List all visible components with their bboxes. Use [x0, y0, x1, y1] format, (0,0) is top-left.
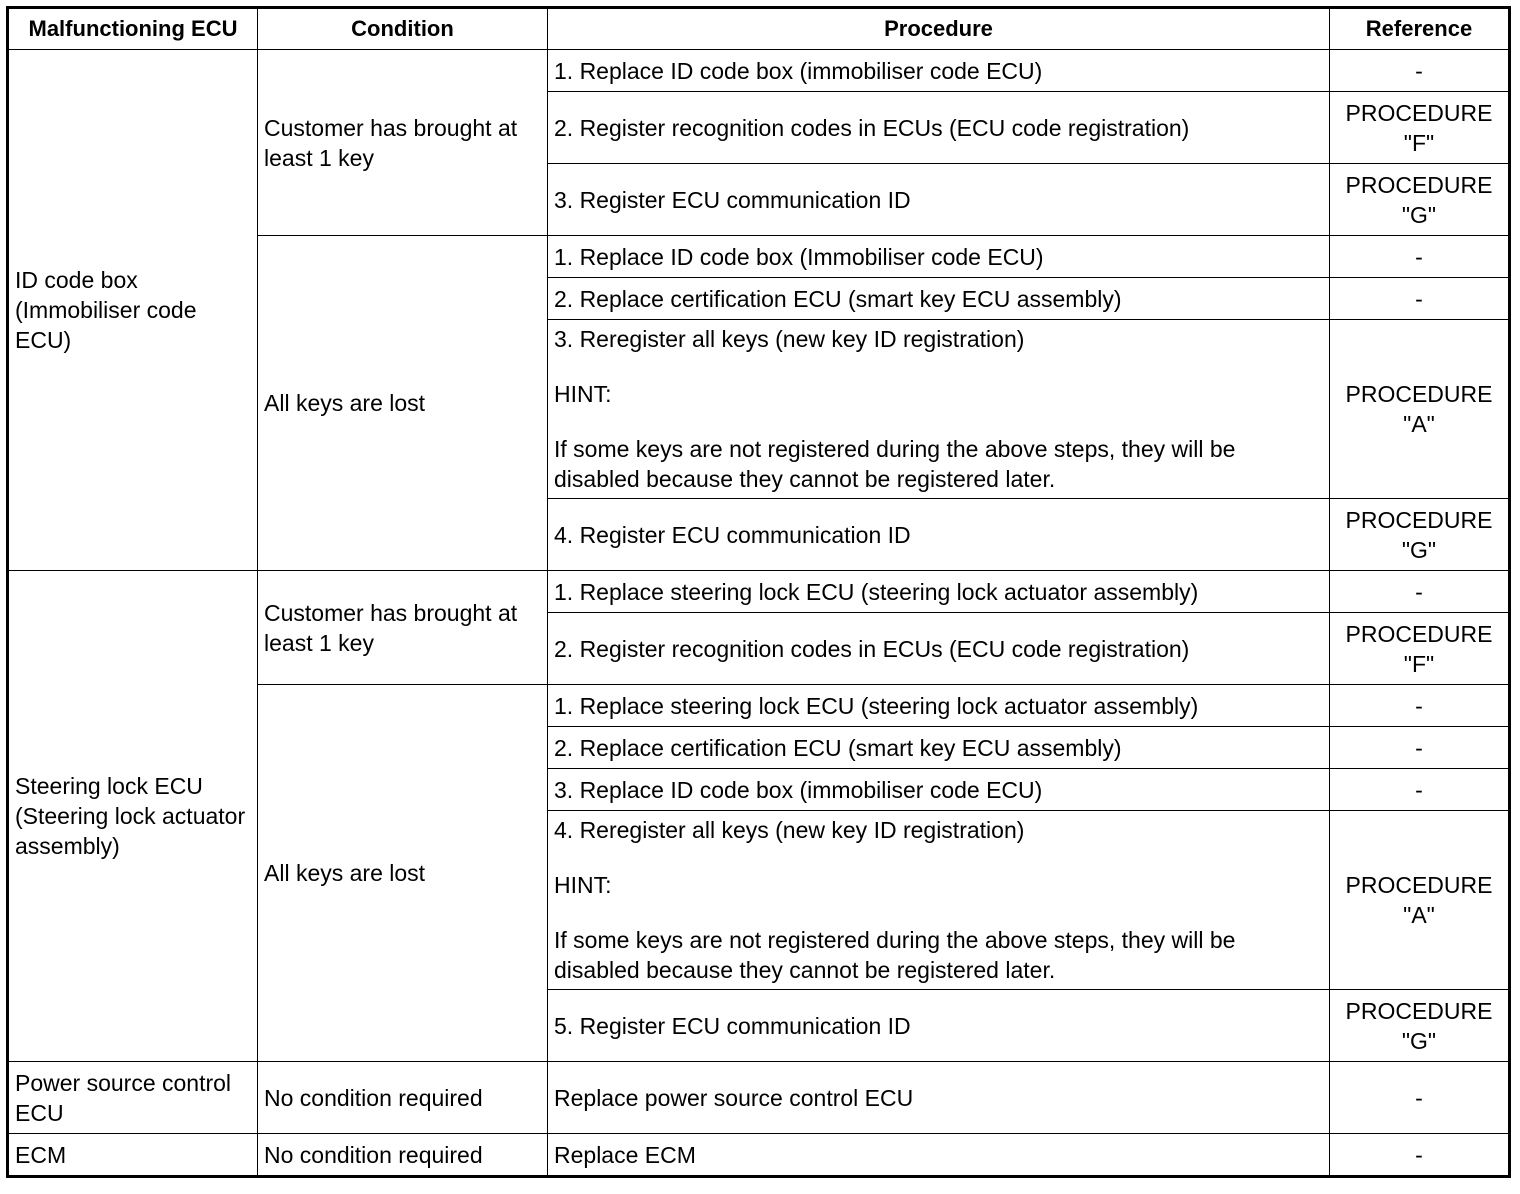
procedure-cell: 2. Register recognition codes in ECUs (ECU code registration) — [548, 613, 1330, 685]
condition-cell: No condition required — [258, 1062, 548, 1134]
condition-cell: No condition required — [258, 1134, 548, 1177]
procedure-cell: 2. Replace certification ECU (smart key ECU assembly) — [548, 278, 1330, 320]
header-reference: Reference — [1330, 8, 1510, 50]
reference-cell: - — [1330, 727, 1510, 769]
reference-cell: - — [1330, 278, 1510, 320]
procedure-cell: 1. Replace ID code box (immobiliser code ECU) — [548, 50, 1330, 92]
header-condition: Condition — [258, 8, 548, 50]
reference-cell: PROCEDURE "A" — [1330, 811, 1510, 990]
procedure-cell: 1. Replace steering lock ECU (steering lock actuator assembly) — [548, 685, 1330, 727]
reference-cell: PROCEDURE "F" — [1330, 613, 1510, 685]
procedure-step-text: 4. Reregister all keys (new key ID registration) — [554, 817, 1025, 843]
procedure-cell: 1. Replace ID code box (Immobiliser code ECU) — [548, 236, 1330, 278]
procedure-cell: 1. Replace steering lock ECU (steering lock actuator assembly) — [548, 571, 1330, 613]
header-malfunctioning-ecu: Malfunctioning ECU — [8, 8, 258, 50]
ecu-cell: ID code box (Immobiliser code ECU) — [8, 50, 258, 571]
procedure-cell: 3. Replace ID code box (immobiliser code ECU) — [548, 769, 1330, 811]
procedure-cell: 3. Register ECU communication ID — [548, 164, 1330, 236]
hint-text: If some keys are not registered during the above steps, they will be disabled because they cannot be registered later. — [554, 436, 1236, 492]
condition-cell: Customer has brought at least 1 key — [258, 50, 548, 236]
reference-cell: PROCEDURE "G" — [1330, 499, 1510, 571]
reference-cell: PROCEDURE "A" — [1330, 320, 1510, 499]
table-row — [8, 1062, 1510, 1134]
reference-cell: - — [1330, 1134, 1510, 1177]
reference-cell: PROCEDURE "G" — [1330, 990, 1510, 1062]
procedure-cell: 2. Register recognition codes in ECUs (ECU code registration) — [548, 92, 1330, 164]
procedure-cell: Replace power source control ECU — [548, 1062, 1330, 1134]
ecu-cell: Power source control ECU — [8, 1062, 258, 1134]
procedure-cell: 5. Register ECU communication ID — [548, 990, 1330, 1062]
header-row — [8, 8, 1510, 50]
procedure-cell: Replace ECM — [548, 1134, 1330, 1177]
hint-label: HINT: — [554, 381, 612, 407]
condition-cell: All keys are lost — [258, 236, 548, 571]
header-procedure: Procedure — [548, 8, 1330, 50]
procedure-step-text: 3. Reregister all keys (new key ID registration) — [554, 326, 1025, 352]
table-row — [8, 1134, 1510, 1177]
procedure-cell: 4. Register ECU communication ID — [548, 499, 1330, 571]
reference-cell: - — [1330, 50, 1510, 92]
reference-cell: PROCEDURE "F" — [1330, 92, 1510, 164]
table-row — [8, 50, 1510, 92]
procedure-cell-with-hint — [548, 811, 1330, 990]
condition-cell: Customer has brought at least 1 key — [258, 571, 548, 685]
ecu-cell: ECM — [8, 1134, 258, 1177]
hint-text: If some keys are not registered during the above steps, they will be disabled because they cannot be registered later. — [554, 927, 1236, 983]
hint-label: HINT: — [554, 872, 612, 898]
reference-cell: PROCEDURE "G" — [1330, 164, 1510, 236]
procedure-cell: 2. Replace certification ECU (smart key ECU assembly) — [548, 727, 1330, 769]
table-row — [8, 571, 1510, 613]
reference-cell: - — [1330, 571, 1510, 613]
procedure-cell-with-hint — [548, 320, 1330, 499]
condition-cell: All keys are lost — [258, 685, 548, 1062]
reference-cell: - — [1330, 685, 1510, 727]
ecu-cell: Steering lock ECU (Steering lock actuator assembly) — [8, 571, 258, 1062]
reference-cell: - — [1330, 236, 1510, 278]
reference-cell: - — [1330, 769, 1510, 811]
reference-cell: - — [1330, 1062, 1510, 1134]
ecu-procedure-table — [6, 6, 1511, 1178]
